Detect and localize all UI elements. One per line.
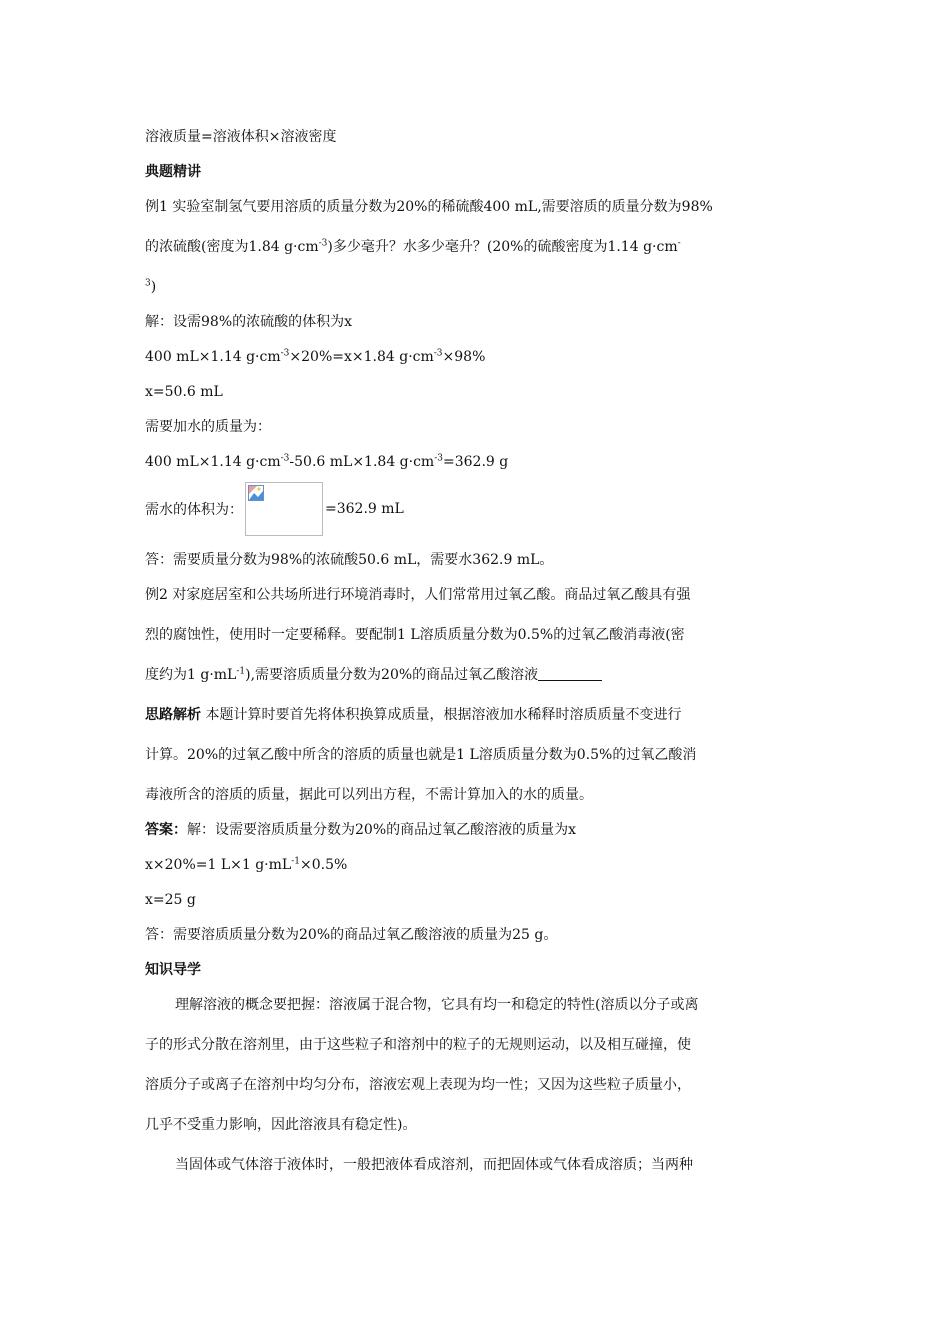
example-2-line-1: 例2 对家庭居室和公共场所进行环境消毒时，人们常常用过氧乙酸。商品过氧乙酸具有强 bbox=[145, 587, 691, 603]
paragraph-1-line-2: 子的形式分散在溶剂里，由于这些粒子和溶剂中的粒子的无规则运动，以及相互碰撞，使 bbox=[145, 1037, 691, 1053]
answer-2-intro: 答案：解：设需要溶质质量分数为20%的商品过氧乙酸溶液的质量为x bbox=[145, 822, 577, 838]
paragraph-2-line-1: 当固体或气体溶于液体时，一般把液体看成溶剂，而把固体或气体看成溶质；当两种 bbox=[175, 1157, 693, 1173]
example-1-line-1: 例1 实验室制氢气要用溶质的质量分数为20%的稀硫酸400 mL,需要溶质的质量分数为98% bbox=[145, 199, 713, 215]
document-body bbox=[145, 124, 810, 1178]
example-2-line-2: 烈的腐蚀性，使用时一定要稀释。要配制1 L溶质质量分数为0.5%的过氧乙酸消毒液(密 bbox=[145, 627, 685, 643]
result-x-1: x=50.6 mL bbox=[145, 384, 223, 400]
paragraph-1-line-3: 溶质分子或离子在溶剂中均匀分布，溶液宏观上表现为均一性；又因为这些粒子质量小， bbox=[145, 1077, 691, 1093]
formula-image-placeholder bbox=[245, 482, 323, 536]
need-water-mass: 需要加水的质量为： bbox=[145, 419, 271, 435]
answer-1: 答：需要质量分数为98%的浓硫酸50.6 mL，需要水362.9 mL。 bbox=[145, 552, 554, 568]
analysis-line-2: 计算。20%的过氧乙酸中所含的溶质的质量也就是1 L溶质质量分数为0.5%的过氧乙酸消 bbox=[145, 747, 697, 763]
analysis-line-3: 毒液所含的溶质的质量，据此可以列出方程，不需计算加入的水的质量。 bbox=[145, 787, 593, 803]
equation-2: 400 mL×1.14 $g\cdot cm^{-3}-50.6$ mL×1.84 $g\cdot cm^{-3}=362.9$ g bbox=[145, 453, 509, 470]
example-2-line-3: 度约为1 $g\cdot mL^{-1}$),需要溶质质量分数为20%的商品过氧乙酸溶液 bbox=[145, 662, 810, 688]
section-heading-dianti: 典题精讲 bbox=[145, 164, 201, 180]
water-volume-line: 需水的体积为： =362.9 mL bbox=[145, 481, 810, 537]
answer-label: 答案： bbox=[145, 822, 187, 838]
analysis-label: 思路解析 bbox=[145, 707, 201, 723]
equation-1: 400 mL×1.14 $g\cdot cm^{-3}\times 20\%=x\times 1.84$ $g\cdot cm^{-3}\times 98\%$ bbox=[145, 348, 486, 365]
broken-image-icon bbox=[248, 485, 264, 501]
answer-2: 答：需要溶质质量分数为20%的商品过氧乙酸溶液的质量为25 g。 bbox=[145, 927, 558, 943]
answer-blank bbox=[538, 666, 602, 681]
solution-1-intro: 解：设需98%的浓硫酸的体积为x bbox=[145, 314, 353, 330]
section-heading-zhishi: 知识导学 bbox=[145, 962, 201, 978]
analysis-line-1: 思路解析 本题计算时要首先将体积换算成质量，根据溶液加水稀释时溶质质量不变进行 bbox=[145, 707, 682, 723]
example-1-line-2: 的浓硫酸(密度为1.84 $g\cdot cm^{-3}$)多少毫升？水多少毫升？(20%的硫酸密度为1.14 g·cm- bbox=[145, 238, 681, 255]
paragraph-1-line-1: 理解溶液的概念要把握：溶液属于混合物，它具有均一和稳定的特性(溶质以分子或离 bbox=[175, 997, 699, 1013]
formula-line: 溶液质量=溶液体积×溶液密度 bbox=[145, 129, 337, 145]
equation-3: x×20%=1 L×1 $g\cdot mL^{-1}\times 0.5\%$ bbox=[145, 856, 348, 873]
example-1-line-3: $^3$) bbox=[145, 278, 157, 295]
paragraph-1-line-4: 几乎不受重力影响，因此溶液具有稳定性)。 bbox=[145, 1117, 417, 1133]
result-x-2: x=25 g bbox=[145, 892, 196, 908]
